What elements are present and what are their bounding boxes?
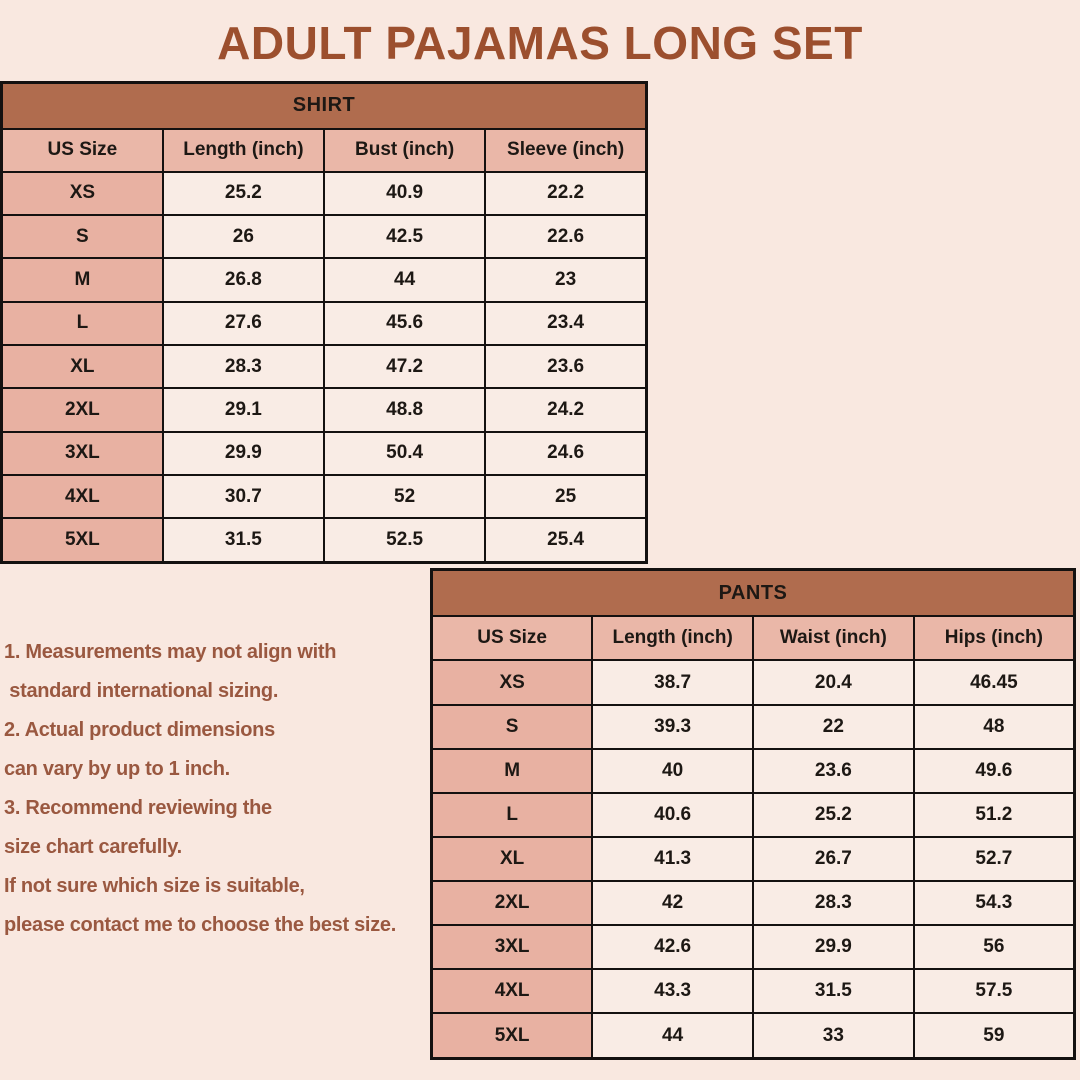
pants-table-title: PANTS [432,570,1075,617]
column-header-sleeve: Sleeve (inch) [485,129,646,172]
value-cell: 48.8 [324,388,485,431]
value-cell: 28.3 [753,881,914,925]
value-cell: 22 [753,705,914,749]
value-cell: 33 [753,1013,914,1058]
shirt-table-title-row [2,83,647,129]
value-cell: 26.8 [163,258,324,301]
value-cell: 59 [914,1013,1075,1058]
table-row [2,518,647,562]
value-cell: 47.2 [324,345,485,388]
page-title: ADULT PAJAMAS LONG SET [217,17,863,69]
value-cell: 23.4 [485,302,646,345]
value-cell: 20.4 [753,660,914,704]
value-cell: 25.2 [753,793,914,837]
value-cell: 45.6 [324,302,485,345]
value-cell: 25 [485,475,646,518]
value-cell: 30.7 [163,475,324,518]
size-label-cell: 5XL [432,1013,593,1058]
note-line: If not sure which size is suitable, [4,875,305,897]
size-label-cell: S [2,215,163,258]
table-row [432,705,1075,749]
column-header-us-size: US Size [432,616,593,660]
size-label-cell: 3XL [2,432,163,475]
size-label-cell: 5XL [2,518,163,562]
value-cell: 56 [914,925,1075,969]
value-cell: 42.6 [592,925,753,969]
table-row [432,837,1075,881]
value-cell: 40.9 [324,172,485,215]
table-row [432,881,1075,925]
size-label-cell: 2XL [432,881,593,925]
value-cell: 28.3 [163,345,324,388]
size-label-cell: M [2,258,163,301]
note-line: 3. Recommend reviewing the [4,797,272,819]
value-cell: 48 [914,705,1075,749]
size-label-cell: XL [2,345,163,388]
value-cell: 52.5 [324,518,485,562]
size-label-cell: L [432,793,593,837]
value-cell: 25.2 [163,172,324,215]
value-cell: 39.3 [592,705,753,749]
pants-size-table [430,568,1076,1060]
value-cell: 25.4 [485,518,646,562]
table-row [2,172,647,215]
value-cell: 43.3 [592,969,753,1013]
value-cell: 22.6 [485,215,646,258]
shirt-table-header-row [2,129,647,172]
value-cell: 51.2 [914,793,1075,837]
pants-table-title-row [432,570,1075,617]
value-cell: 42.5 [324,215,485,258]
table-row [432,660,1075,704]
size-label-cell: XS [2,172,163,215]
value-cell: 57.5 [914,969,1075,1013]
table-row [2,388,647,431]
shirt-table-title: SHIRT [2,83,647,129]
value-cell: 41.3 [592,837,753,881]
value-cell: 23.6 [485,345,646,388]
value-cell: 29.9 [163,432,324,475]
value-cell: 49.6 [914,749,1075,793]
size-label-cell: L [2,302,163,345]
value-cell: 26.7 [753,837,914,881]
value-cell: 50.4 [324,432,485,475]
value-cell: 54.3 [914,881,1075,925]
table-row [432,749,1075,793]
value-cell: 23.6 [753,749,914,793]
column-header-hips: Hips (inch) [914,616,1075,660]
value-cell: 40 [592,749,753,793]
table-row [432,1013,1075,1058]
table-row [2,258,647,301]
size-label-cell: 3XL [432,925,593,969]
column-header-bust: Bust (inch) [324,129,485,172]
size-label-cell: XS [432,660,593,704]
note-line: please contact me to choose the best size. [4,914,396,936]
size-label-cell: 4XL [2,475,163,518]
note-line: size chart carefully. [4,836,182,858]
note-line: 2. Actual product dimensions [4,719,275,741]
value-cell: 22.2 [485,172,646,215]
table-row [432,793,1075,837]
value-cell: 27.6 [163,302,324,345]
table-row [2,475,647,518]
value-cell: 46.45 [914,660,1075,704]
size-label-cell: 2XL [2,388,163,431]
column-header-length: Length (inch) [592,616,753,660]
value-cell: 42 [592,881,753,925]
value-cell: 29.1 [163,388,324,431]
size-label-cell: 4XL [432,969,593,1013]
value-cell: 38.7 [592,660,753,704]
value-cell: 23 [485,258,646,301]
note-line: can vary by up to 1 inch. [4,758,230,780]
value-cell: 24.2 [485,388,646,431]
table-row [432,925,1075,969]
pants-table-header-row [432,616,1075,660]
value-cell: 29.9 [753,925,914,969]
note-line: standard international sizing. [4,680,279,702]
value-cell: 40.6 [592,793,753,837]
table-row [2,302,647,345]
table-row [2,215,647,258]
value-cell: 44 [592,1013,753,1058]
note-line: 1. Measurements may not align with [4,641,337,663]
value-cell: 26 [163,215,324,258]
size-label-cell: XL [432,837,593,881]
value-cell: 44 [324,258,485,301]
sizing-notes [4,633,396,945]
table-row [2,432,647,475]
value-cell: 31.5 [753,969,914,1013]
table-row [2,345,647,388]
size-label-cell: M [432,749,593,793]
shirt-size-table [0,81,648,564]
column-header-waist: Waist (inch) [753,616,914,660]
value-cell: 52 [324,475,485,518]
column-header-length: Length (inch) [163,129,324,172]
value-cell: 52.7 [914,837,1075,881]
value-cell: 31.5 [163,518,324,562]
value-cell: 24.6 [485,432,646,475]
table-row [432,969,1075,1013]
column-header-us-size: US Size [2,129,163,172]
size-label-cell: S [432,705,593,749]
